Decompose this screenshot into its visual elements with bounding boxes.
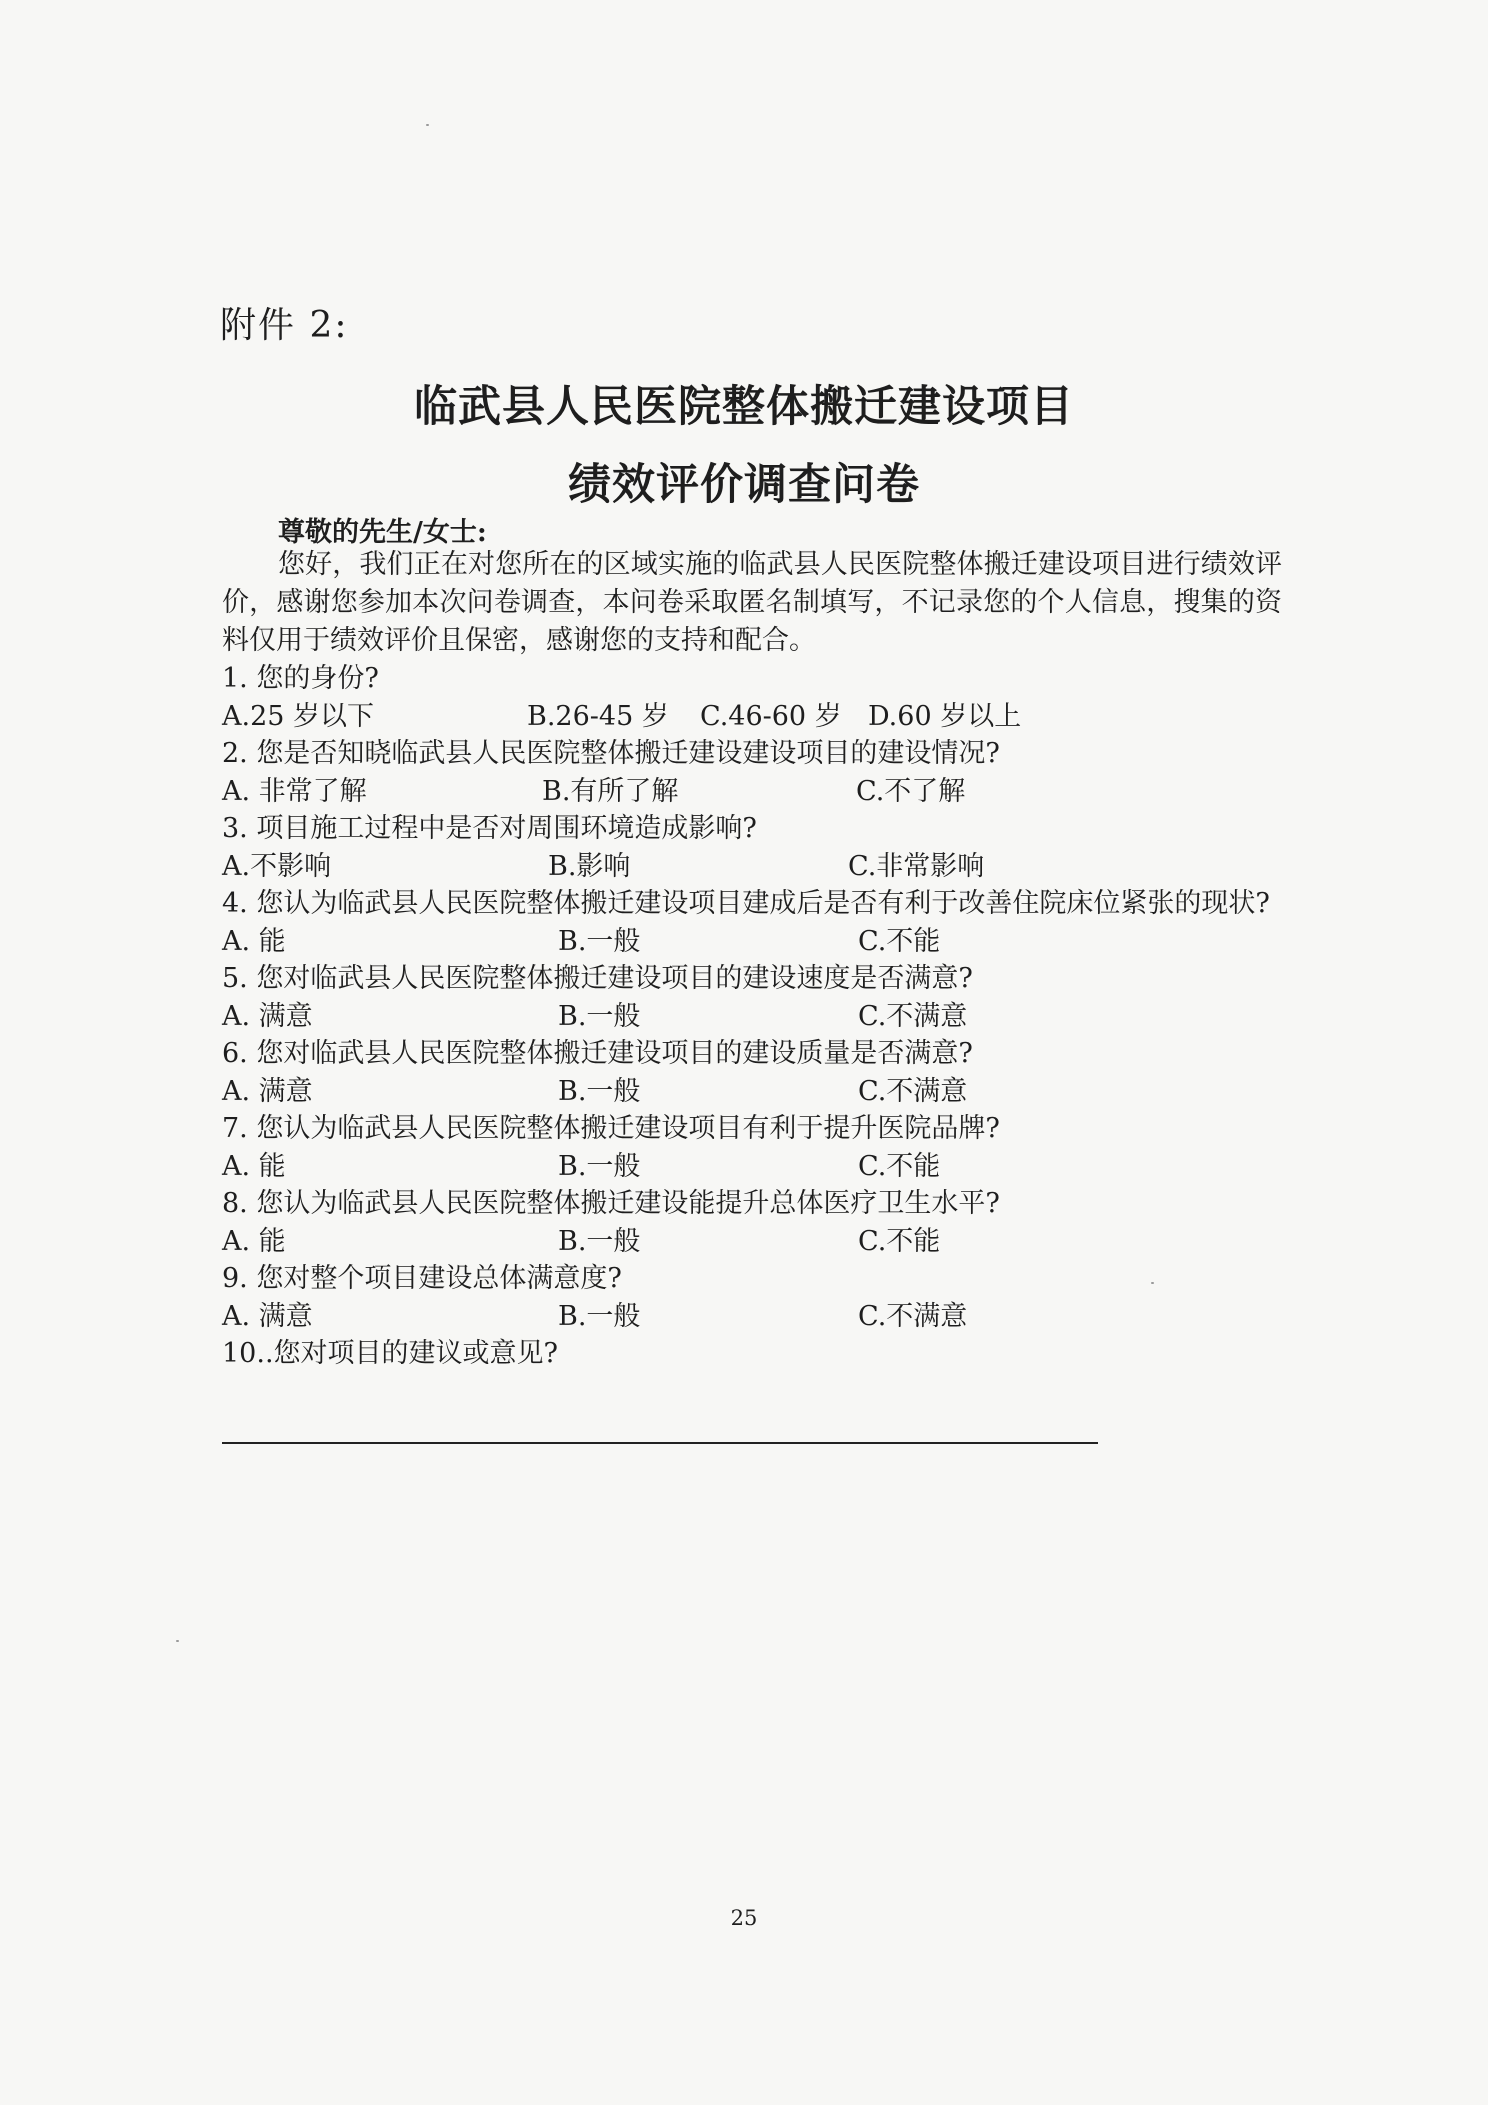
question-3	[222, 810, 1282, 885]
option-c[interactable]: C.不了解	[856, 775, 966, 807]
option-b[interactable]: B.一般	[558, 1225, 641, 1257]
option-a[interactable]: A. 能	[222, 925, 286, 957]
option-a[interactable]: A.不影响	[222, 850, 332, 882]
option-c[interactable]: C.不满意	[858, 1075, 968, 1107]
option-c[interactable]: C.不能	[858, 925, 941, 957]
option-c[interactable]: C.不能	[858, 1225, 941, 1257]
question-text: 2. 您是否知晓临武县人民医院整体搬迁建设建设项目的建设情况?	[222, 738, 1000, 769]
option-b[interactable]: B.一般	[558, 925, 641, 957]
question-options	[222, 998, 1282, 1036]
page-number: 25	[730, 1906, 758, 1930]
option-c[interactable]: C.不满意	[858, 1000, 968, 1032]
option-c[interactable]: C.不满意	[858, 1300, 968, 1332]
question-options	[222, 698, 1282, 736]
question-text: 6. 您对临武县人民医院整体搬迁建设项目的建设质量是否满意?	[222, 1038, 973, 1069]
option-b[interactable]: B.影响	[548, 850, 631, 882]
question-text: 3. 项目施工过程中是否对周围环境造成影响?	[222, 813, 757, 844]
question-text: 7. 您认为临武县人民医院整体搬迁建设项目有利于提升医院品牌?	[222, 1113, 1000, 1144]
question-8	[222, 1185, 1282, 1260]
question-text: 5. 您对临武县人民医院整体搬迁建设项目的建设速度是否满意?	[222, 963, 973, 994]
salutation: 尊敬的先生/女士:	[278, 517, 487, 548]
answer-line[interactable]	[222, 1442, 1098, 1444]
question-6	[222, 1035, 1282, 1110]
question-text: 8. 您认为临武县人民医院整体搬迁建设能提升总体医疗卫生水平?	[222, 1188, 1000, 1219]
question-5	[222, 960, 1282, 1035]
question-options	[222, 923, 1282, 961]
scan-speck	[176, 1640, 179, 1642]
option-c[interactable]: C.非常影响	[848, 850, 985, 882]
option-b[interactable]: B.一般	[558, 1150, 641, 1182]
document-title-line1: 临武县人民医院整体搬迁建设项目	[414, 382, 1074, 432]
question-list	[222, 660, 1282, 1373]
option-a[interactable]: A.25 岁以下	[222, 700, 375, 732]
option-a[interactable]: A. 满意	[222, 1075, 313, 1107]
option-a[interactable]: A. 能	[222, 1225, 286, 1257]
option-b[interactable]: B.一般	[558, 1075, 641, 1107]
question-1	[222, 660, 1282, 735]
question-options	[222, 773, 1282, 811]
question-options	[222, 1148, 1282, 1186]
attachment-label: 附件 2:	[220, 305, 349, 346]
option-b[interactable]: B.一般	[558, 1000, 641, 1032]
option-b[interactable]: B.26-45 岁	[527, 700, 669, 732]
question-text: 1. 您的身份?	[222, 663, 379, 694]
option-b[interactable]: B.有所了解	[542, 775, 679, 807]
question-2	[222, 735, 1282, 810]
question-text: 9. 您对整个项目建设总体满意度?	[222, 1263, 622, 1294]
question-7	[222, 1110, 1282, 1185]
scan-speck	[426, 124, 429, 126]
option-a[interactable]: A. 非常了解	[222, 775, 367, 807]
question-text: 10..您对项目的建议或意见?	[222, 1338, 558, 1369]
question-text: 4. 您认为临武县人民医院整体搬迁建设项目建成后是否有利于改善住院床位紧张的现状?	[222, 888, 1270, 919]
question-options	[222, 1223, 1282, 1261]
option-a[interactable]: A. 能	[222, 1150, 286, 1182]
option-d[interactable]: D.60 岁以上	[868, 700, 1022, 732]
question-4	[222, 885, 1282, 960]
question-options	[222, 1298, 1282, 1336]
intro-paragraph: 您好，我们正在对您所在的区域实施的临武县人民医院整体搬迁建设项目进行绩效评价，感谢您参加本次问卷调查，本问卷采取匿名制填写，不记录您的个人信息，搜集的资料仅用于绩效评价且保密，感谢您的支持和配合。	[222, 549, 1282, 656]
option-b[interactable]: B.一般	[558, 1300, 641, 1332]
option-c[interactable]: C.46-60 岁	[700, 700, 842, 732]
question-9	[222, 1260, 1282, 1335]
question-options	[222, 848, 1282, 886]
question-10	[222, 1335, 1282, 1373]
document-title-line2: 绩效评价调查问卷	[568, 460, 920, 510]
option-a[interactable]: A. 满意	[222, 1300, 313, 1332]
option-c[interactable]: C.不能	[858, 1150, 941, 1182]
question-options	[222, 1073, 1282, 1111]
option-a[interactable]: A. 满意	[222, 1000, 313, 1032]
